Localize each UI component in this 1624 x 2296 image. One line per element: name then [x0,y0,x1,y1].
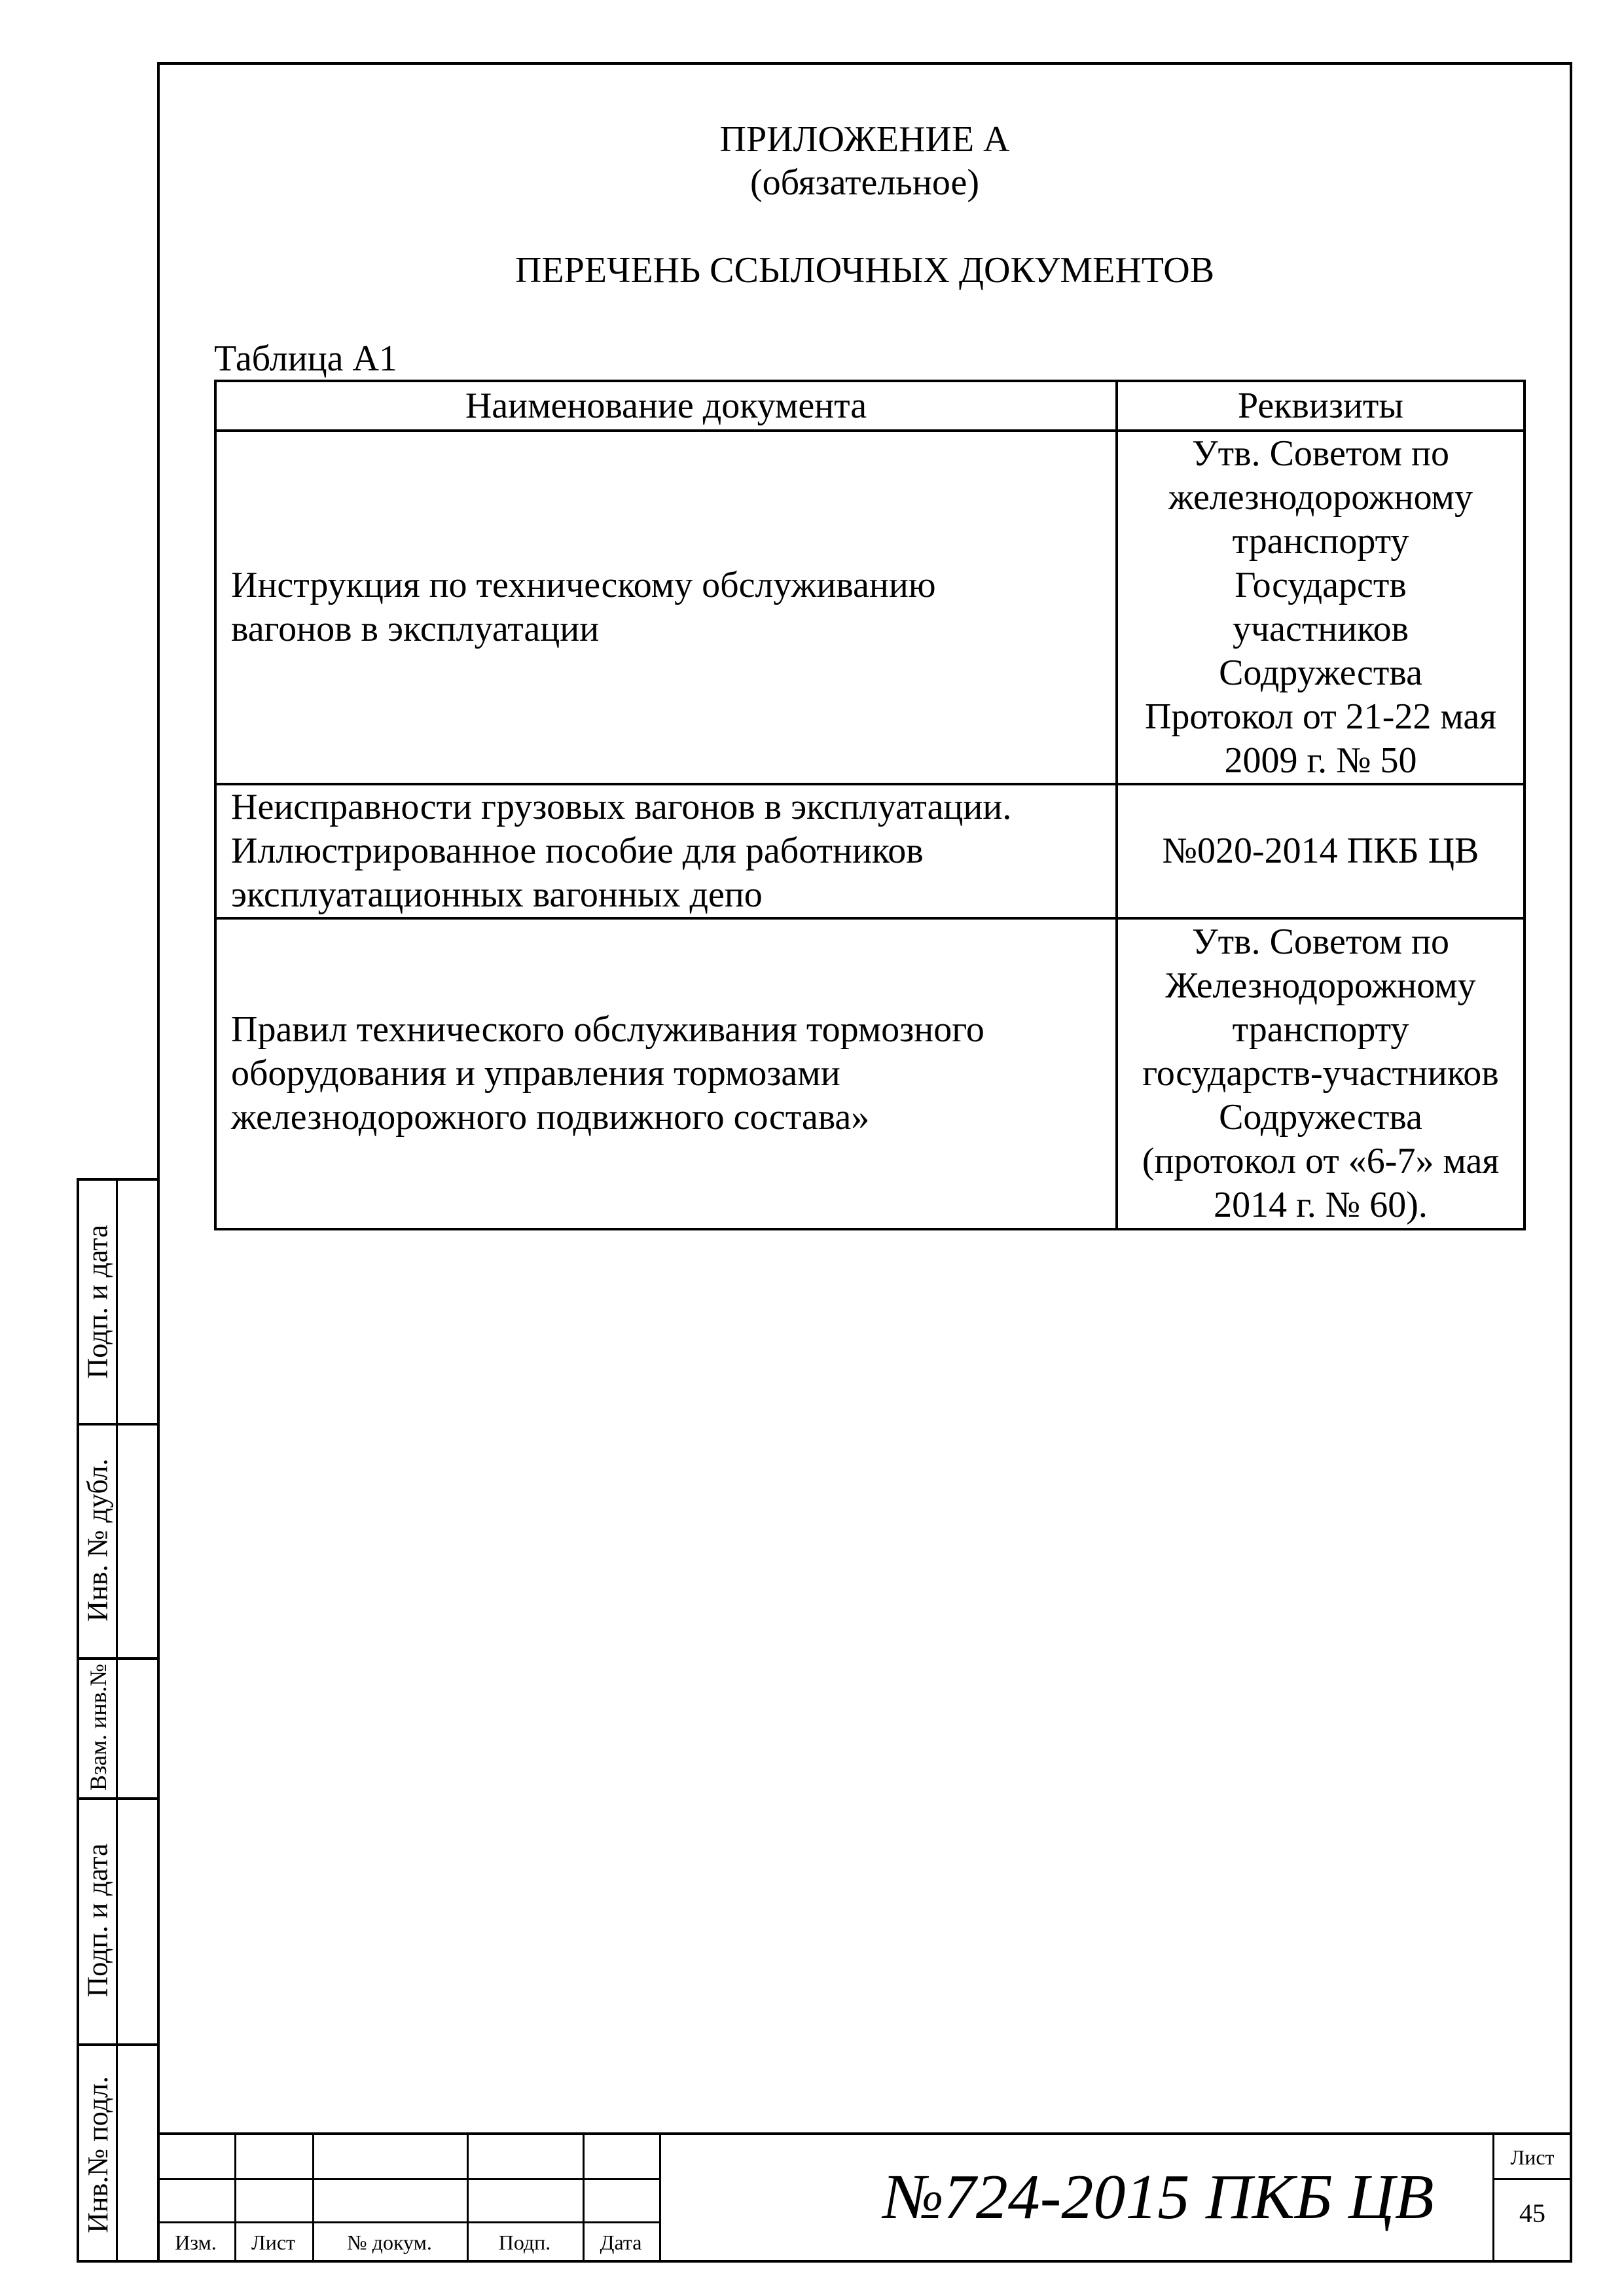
document-details [1117,784,1525,918]
grid-line [157,2178,659,2180]
label-doc-number: № докум. [347,2231,432,2254]
table-row [215,918,1525,1229]
table-header-row [215,381,1525,431]
text-line: Иллюстрированное пособие для работников [231,831,924,871]
text-line: 2014 г. № 60). [1214,1185,1428,1225]
side-label-replacement-inv: Взам. инв.№ [85,1664,111,1791]
label-date: Дата [600,2231,642,2254]
side-label-duplicate-inv: Инв. № дубл. [82,1458,115,1622]
text-line: железнодорожному [1168,477,1473,518]
document-name [215,784,1117,918]
text-line: Государств [1235,565,1407,605]
text-line: (протокол от «6-7» мая [1142,1141,1500,1181]
reference-documents-table [214,380,1526,1230]
text-line: Протокол от 21-22 мая [1144,696,1497,737]
text-line: Правил технического обслуживания тормозного [231,1009,984,1050]
text-line: Инструкция по техническому обслуживанию [231,565,936,605]
side-label-signature-date-2: Подп. и дата [82,1843,114,1998]
document-name [215,918,1117,1229]
label-sheet: Лист [251,2231,295,2254]
text-line: транспорту [1232,1009,1409,1050]
text-line: Утв. Советом по [1192,433,1449,474]
text-line: вагонов в эксплуатации [231,609,600,649]
document-details [1117,918,1525,1229]
sheet-label: Лист [1510,2145,1555,2169]
table-caption: Таблица А1 [214,338,397,379]
text-line: Утв. Советом по [1192,922,1449,962]
text-line: участников [1232,609,1409,649]
sheet-number: 45 [1519,2198,1545,2228]
document-number: №724-2015 ПКБ ЦВ [883,2162,1434,2233]
text-line: эксплуатационных вагонных депо [231,874,763,915]
column-header-details: Реквизиты [1117,381,1525,431]
side-label-signature-date: Подп. и дата [82,1225,114,1379]
text-line: транспорту [1232,521,1409,562]
document-name [215,431,1117,784]
text-line: 2009 г. № 50 [1224,740,1417,781]
document-details [1117,431,1525,784]
appendix-title: ПРИЛОЖЕНИЕ А [719,119,1010,160]
appendix-note: (обязательное) [750,162,979,203]
title-block [157,2132,1572,2263]
text-line: оборудования и управления тормозами [231,1053,840,1094]
text-line: железнодорожного подвижного состава» [231,1097,870,1138]
table-row [215,431,1525,784]
side-label-original-inv: Инв.№ подл. [82,2075,115,2233]
table-row [215,784,1525,918]
side-stamp-divider [116,1181,118,2260]
text-line: Содружества [1219,653,1422,693]
text-line: государств-участников [1142,1053,1499,1094]
column-header-name: Наименование документа [215,381,1117,431]
grid-line [157,2221,659,2223]
label-change: Изм. [175,2231,217,2254]
section-title: ПЕРЕЧЕНЬ ССЫЛОЧНЫХ ДОКУМЕНТОВ [514,250,1215,291]
label-signature: Подп. [498,2231,551,2254]
text-line: Содружества [1219,1097,1422,1138]
text-line: Железнодорожному [1165,965,1476,1006]
text-line: №020-2014 ПКБ ЦВ [1162,831,1479,871]
side-stamp [77,1178,157,2263]
text-line: Неисправности грузовых вагонов в эксплуатации. [231,787,1012,827]
